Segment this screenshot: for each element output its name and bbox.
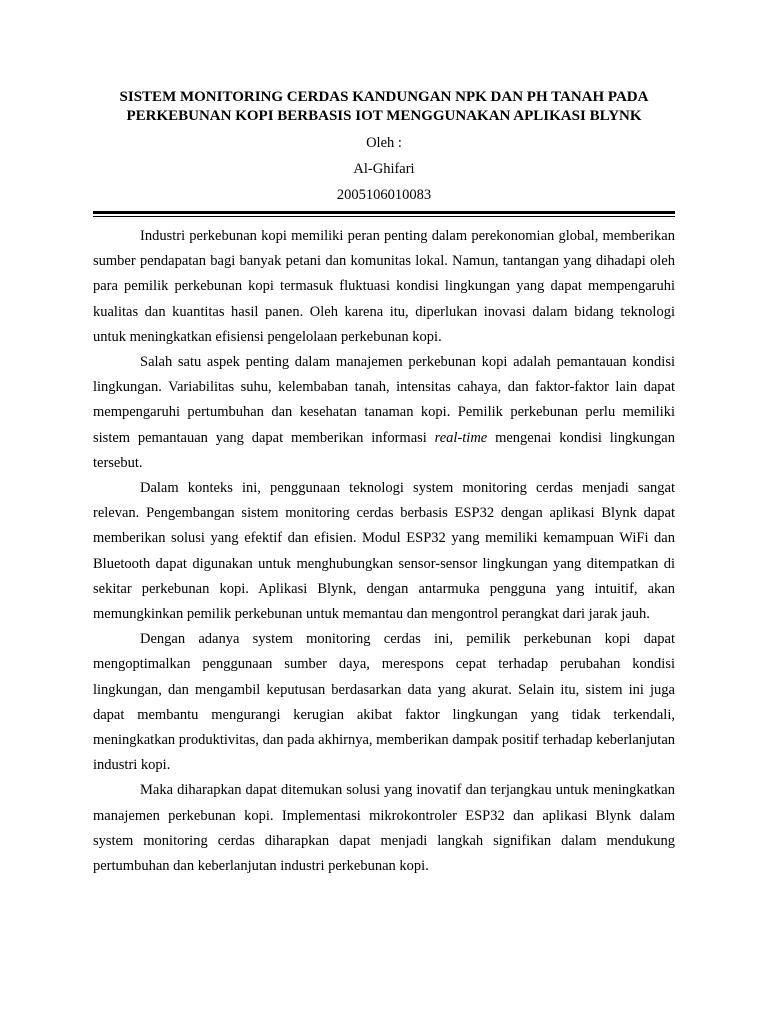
paragraph-2-text-a: Salah satu aspek penting dalam manajemen perkebunan kopi adalah pemantauan kondisi lingkungan. Variabilitas suhu, kelembaban tanah, intensitas cahaya, dan faktor-faktor lain dapat mempengaruhi pertumbuhan dan kesehatan tanaman kopi. Pemilik perkebunan perlu memiliki sistem pemantauan yang dapat memberikan informasi — [93, 354, 675, 446]
author-name: Al-Ghifari — [353, 161, 415, 177]
paragraph-3: Dalam konteks ini, penggunaan teknologi system monitoring cerdas menjadi sangat relevan. Pengembangan sistem monitoring cerdas berbasis ESP32 dengan aplikasi Blynk dapat memberikan solusi yang efektif dan efisien. Modul ESP32 yang memiliki kemampuan WiFi dan Bluetooth dapat digunakan untuk menghubungkan sensor-sensor lingkungan yang ditempatkan di sekitar perkebunan kopi. Aplikasi Blynk, dengan antarmuka pengguna yang intuitif, akan memungkinkan pemilik perkebunan untuk memantau dan mengontrol perangkat dari jarak jauh. — [93, 480, 675, 623]
by-label: Oleh : — [366, 135, 402, 151]
paragraph-2 — [93, 350, 675, 476]
author-id-number: 2005106010083 — [336, 187, 432, 203]
paragraph-2-text-b: mengenai kondisi lingkungan tersebut. — [93, 429, 675, 471]
title-line-2: PERKEBUNAN KOPI BERBASIS IOT MENGGUNAKAN APLIKASI BLYNK — [126, 108, 642, 124]
paragraph-4: Dengan adanya system monitoring cerdas ini, pemilik perkebunan kopi dapat mengoptimalkan penggunaan sumber daya, merespons cepat terhadap perubahan kondisi lingkungan, dan mengambil keputusan berdasarkan data yang akurat. Selain itu, sistem ini juga dapat membantu mengurangi kerugian akibat faktor lingkungan yang tidak terkendali, meningkatkan produktivitas, dan pada akhirnya, memberikan dampak positif terhadap keberlanjutan industri kopi. — [93, 631, 675, 774]
paper-title — [93, 88, 675, 126]
paragraph-2-italic-term: real-time — [434, 429, 488, 446]
title-line-1: SISTEM MONITORING CERDAS KANDUNGAN NPK DAN PH TANAH PADA — [119, 89, 649, 105]
header-double-rule — [93, 211, 675, 217]
paragraph-1: Industri perkebunan kopi memiliki peran penting dalam perekonomian global, memberikan sumber pendapatan bagi banyak petani dan komunitas lokal. Namun, tantangan yang dihadapi oleh para pemilik perkebunan kopi termasuk fluktuasi kondisi lingkungan yang dapat mempengaruhi kualitas dan kuantitas hasil panen. Oleh karena itu, diperlukan inovasi dalam bidang teknologi untuk meningkatkan efisiensi pengelolaan perkebunan kopi. — [93, 228, 675, 345]
author-block — [93, 130, 675, 208]
abstract-body — [93, 224, 675, 879]
paragraph-5: Maka diharapkan dapat ditemukan solusi yang inovatif dan terjangkau untuk meningkatkan manajemen perkebunan kopi. Implementasi mikrokontroler ESP32 dan aplikasi Blynk dalam system monitoring cerdas diharapkan dapat menjadi langkah signifikan dalam mendukung pertumbuhan dan keberlanjutan industri perkebunan kopi. — [93, 782, 675, 875]
